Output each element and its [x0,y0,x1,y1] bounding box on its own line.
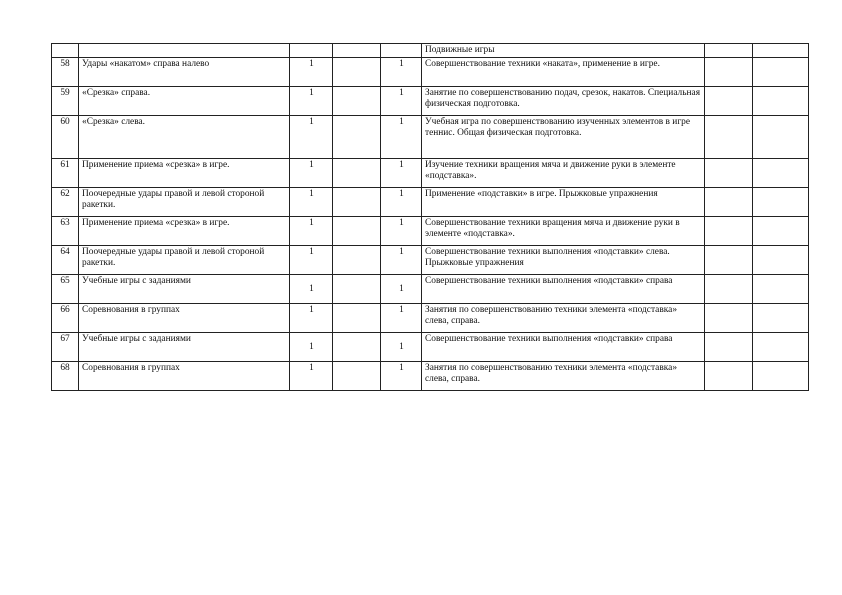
cell-hours [290,44,333,58]
lesson-title: Соревнования в группах [79,304,290,333]
empty-cell [705,333,753,362]
lesson-content: Изучение техники вращения мяча и движение руки в элементе «подставка». [422,159,705,188]
empty-cell [333,188,381,217]
lesson-title: «Срезка» справа. [79,87,290,116]
row-number: 58 [52,58,79,87]
empty-cell [333,304,381,333]
hours-value: 1 [290,159,333,188]
empty-cell [705,159,753,188]
row-number: 68 [52,362,79,391]
lesson-title: Учебные игры с заданиями [79,333,290,362]
table-row [52,87,809,116]
hours-value: 1 [290,275,333,304]
table-row-header [52,44,809,58]
count-value: 1 [381,217,422,246]
row-number: 65 [52,275,79,304]
empty-cell [333,58,381,87]
table-row [52,159,809,188]
empty-cell [705,58,753,87]
cell-count [381,44,422,58]
lesson-title: Соревнования в группах [79,362,290,391]
count-value: 1 [381,188,422,217]
count-value: 1 [381,304,422,333]
table-row [52,275,809,304]
lesson-content: Совершенствование техники выполнения «подставки» слева. Прыжковые упражнения [422,246,705,275]
cell-date-fact [753,44,809,58]
table-row [52,217,809,246]
row-number: 61 [52,159,79,188]
row-number: 59 [52,87,79,116]
lesson-content: Применение «подставки» в игре. Прыжковые упражнения [422,188,705,217]
table-row [52,188,809,217]
row-number: 63 [52,217,79,246]
empty-cell [333,159,381,188]
empty-cell [753,217,809,246]
lesson-content: Совершенствование техники выполнения «подставки» справа [422,333,705,362]
count-value: 1 [381,87,422,116]
row-number: 66 [52,304,79,333]
count-value: 1 [381,333,422,362]
row-number: 64 [52,246,79,275]
lesson-content: Учебная игра по совершенствованию изученных элементов в игре теннис. Общая физическая подготовка. [422,116,705,159]
empty-cell [705,362,753,391]
table-row [52,58,809,87]
cell-num [52,44,79,58]
count-value: 1 [381,58,422,87]
empty-cell [333,87,381,116]
empty-cell [753,188,809,217]
lesson-title: Поочередные удары правой и левой стороной ракетки. [79,188,290,217]
hours-value: 1 [290,58,333,87]
cell-blank [333,44,381,58]
table-row [52,362,809,391]
lesson-title: Удары «накатом» справа налево [79,58,290,87]
lesson-plan-table [51,43,809,391]
lesson-title: «Срезка» слева. [79,116,290,159]
empty-cell [705,246,753,275]
row-number: 67 [52,333,79,362]
hours-value: 1 [290,304,333,333]
lesson-title: Поочередные удары правой и левой стороной ракетки. [79,246,290,275]
empty-cell [333,333,381,362]
empty-cell [333,116,381,159]
empty-cell [705,116,753,159]
empty-cell [705,217,753,246]
empty-cell [753,159,809,188]
lesson-content: Совершенствование техники вращения мяча и движение руки в элементе «подставка». [422,217,705,246]
empty-cell [333,362,381,391]
row-number: 60 [52,116,79,159]
empty-cell [753,333,809,362]
count-value: 1 [381,362,422,391]
empty-cell [705,188,753,217]
empty-cell [753,58,809,87]
empty-cell [333,275,381,304]
count-value: 1 [381,246,422,275]
cell-content: Подвижные игры [422,44,705,58]
empty-cell [333,246,381,275]
empty-cell [753,275,809,304]
count-value: 1 [381,116,422,159]
lesson-content: Занятие по совершенствованию подач, срезок, накатов. Специальная физическая подготовка. [422,87,705,116]
empty-cell [753,87,809,116]
empty-cell [705,304,753,333]
lesson-title: Применение приема «срезка» в игре. [79,159,290,188]
table-row [52,304,809,333]
lesson-content: Занятия по совершенствованию техники элемента «подставка» слева, справа. [422,304,705,333]
lesson-title: Применение приема «срезка» в игре. [79,217,290,246]
lesson-content: Занятия по совершенствованию техники элемента «подставка» слева, справа. [422,362,705,391]
hours-value: 1 [290,217,333,246]
count-value: 1 [381,159,422,188]
lesson-content: Совершенствование техники выполнения «подставки» справа [422,275,705,304]
lesson-content: Совершенствование техники «наката», применение в игре. [422,58,705,87]
empty-cell [753,362,809,391]
empty-cell [333,217,381,246]
hours-value: 1 [290,87,333,116]
table-row [52,333,809,362]
hours-value: 1 [290,246,333,275]
empty-cell [753,246,809,275]
hours-value: 1 [290,116,333,159]
cell-title [79,44,290,58]
row-number: 62 [52,188,79,217]
empty-cell [753,304,809,333]
empty-cell [705,275,753,304]
count-value: 1 [381,275,422,304]
hours-value: 1 [290,333,333,362]
hours-value: 1 [290,188,333,217]
empty-cell [705,87,753,116]
cell-date-plan [705,44,753,58]
table-row [52,246,809,275]
empty-cell [753,116,809,159]
lesson-title: Учебные игры с заданиями [79,275,290,304]
table-row [52,116,809,159]
hours-value: 1 [290,362,333,391]
